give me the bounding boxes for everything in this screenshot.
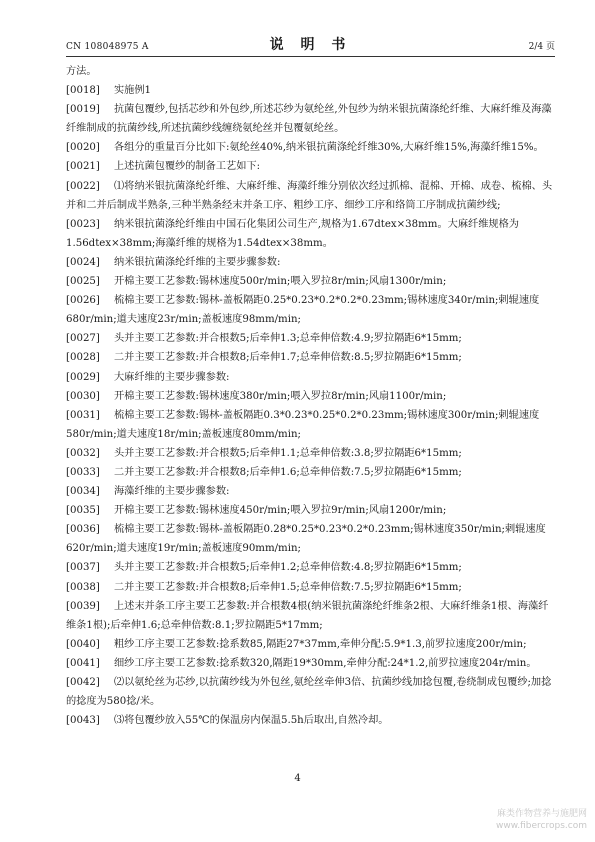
paragraph-text: 纳米银抗菌涤纶纤维由中国石化集团公司生产,规格为1.67dtex×38mm。大麻纤维规格为1.56dtex×38mm;海藻纤维的规格为1.54dtex×38mm。	[66, 218, 519, 249]
paragraph-text: 梳棉主要工艺参数:锡林-盖板隔距0.25*0.23*0.2*0.2*0.23mm;锡林速度340r/min;剌辊速度680r/min;道夫速度23r/min;盖板速度98mm/min;	[66, 295, 540, 326]
paragraph-number: [0023]	[66, 218, 100, 230]
paragraph	[66, 253, 555, 272]
paragraph-number: [0025]	[66, 276, 100, 288]
paragraph-number: [0035]	[66, 505, 100, 517]
paragraph-text: 实施例1	[114, 85, 152, 97]
watermark-site-name: 麻类作物营养与施肥网	[496, 809, 587, 819]
paragraph-text: 二并主要工艺参数:并合根数8;后牵伸1.6;总牵伸倍数:7.5;罗拉隔距6*15mm;	[114, 466, 462, 478]
paragraph	[66, 520, 555, 558]
paragraph-text: 上述抗菌包覆纱的制备工艺如下:	[114, 161, 261, 173]
paragraph	[66, 654, 555, 673]
paragraph-text: 开棉主要工艺参数:锡林速度500r/min;喂入罗拉8r/min;风扇1300r/min;	[114, 276, 447, 288]
paragraph	[66, 272, 555, 291]
paragraph-text: 梳棉主要工艺参数:锡林-盖板隔距0.3*0.23*0.25*0.2*0.23mm;锡林速度300r/min;剌辊速度580r/min;道夫速度18r/min;盖板速度80mm/min;	[66, 409, 540, 440]
page-header	[66, 36, 555, 57]
paragraph-text: ⑵以氨纶丝为芯纱,以抗菌纱线为外包丝,氨纶丝牵伸3倍、抗菌纱线加捻包覆,卷绕制成包覆纱;加捻的捻度为580捻/米。	[66, 677, 552, 708]
paragraph-number: [0040]	[66, 638, 100, 650]
paragraph	[66, 329, 555, 348]
paragraph-text: 纳米银抗菌涤纶纤维的主要步骤参数:	[114, 256, 281, 268]
paragraph	[66, 673, 555, 711]
paragraph-number: [0038]	[66, 581, 100, 593]
paragraph-list	[66, 81, 555, 730]
paragraph-text: 细纱工序主要工艺参数:捻系数320,隔距19*30mm,牵伸分配:24*1.2,前罗拉速度204r/min。	[114, 657, 537, 669]
paragraph-number: [0043]	[66, 715, 100, 727]
paragraph	[66, 157, 555, 176]
paragraph-number: [0036]	[66, 524, 100, 536]
paragraph-number: [0042]	[66, 677, 100, 688]
paragraph	[66, 81, 555, 100]
paragraph-number: [0031]	[66, 409, 100, 421]
paragraph	[66, 368, 555, 387]
paragraph	[66, 501, 555, 520]
paragraph-number: [0037]	[66, 562, 100, 574]
paragraph-text: 大麻纤维的主要步骤参数:	[114, 371, 230, 383]
page-number: 4	[294, 773, 301, 784]
paragraph-text: 抗菌包覆纱,包括芯纱和外包纱,所述芯纱为氨纶丝,外包纱为纳米银抗菌涤纶纤维、大麻纤维及海藻纤维制成的抗菌纱线,所述抗菌纱线缠绕氨纶丝并包覆氨纶丝。	[66, 104, 552, 135]
paragraph	[66, 635, 555, 654]
paragraph-number: [0018]	[66, 85, 100, 97]
paragraph-text: 头并主要工艺参数:并合根数5;后牵伸1.3;总牵伸倍数:4.9;罗拉隔距6*15mm;	[114, 333, 462, 345]
paragraph-number: [0028]	[66, 352, 100, 364]
paragraph-text: 海藻纤维的主要步骤参数:	[114, 486, 230, 498]
paragraph-number: [0030]	[66, 390, 100, 402]
paragraph-text: 粗纱工序主要工艺参数:捻系数85,隔距27*37mm,牵伸分配:5.9*1.3,前罗拉速度200r/min;	[114, 638, 527, 650]
paragraph-text: 二并主要工艺参数:并合根数8;后牵伸1.7;总牵伸倍数:8.5;罗拉隔距6*15mm;	[114, 352, 462, 364]
paragraph-number: [0024]	[66, 256, 100, 268]
paragraph-number: [0032]	[66, 447, 100, 459]
paragraph	[66, 291, 555, 329]
paragraph-number: [0029]	[66, 371, 100, 383]
paragraph-number: [0020]	[66, 142, 100, 154]
paragraph-number: [0033]	[66, 466, 100, 478]
lead-text: 方法。	[66, 66, 97, 77]
paragraph-number: [0019]	[66, 104, 100, 116]
paragraph-number: [0039]	[66, 600, 100, 612]
paragraph-number: [0041]	[66, 657, 100, 669]
paragraph-text: ⑶将包覆纱放入55℃的保温房内保温5.5h后取出,自然冷却。	[114, 715, 389, 727]
paragraph	[66, 578, 555, 597]
paragraph-number: [0034]	[66, 486, 100, 498]
paragraph	[66, 558, 555, 577]
paragraph-text: 二并主要工艺参数:并合根数8;后牵伸1.5;总牵伸倍数:7.5;罗拉隔距6*15mm;	[114, 581, 462, 593]
paragraph	[66, 406, 555, 444]
paragraph	[66, 711, 555, 730]
paragraph	[66, 348, 555, 367]
paragraph-text: 上述末并条工序主要工艺参数:并合根数4根(纳米银抗菌涤纶纤维条2根、大麻纤维条1根、海藻纤维条1根);后牵伸1.6;总牵伸倍数:8.1;罗拉隔距5*17mm;	[66, 600, 549, 631]
paragraph	[66, 177, 555, 215]
paragraph	[66, 482, 555, 501]
paragraph	[66, 138, 555, 157]
watermark	[496, 808, 587, 832]
paragraph-text: 头并主要工艺参数:并合根数5;后牵伸1.1;总牵伸倍数:3.8;罗拉隔距6*15mm;	[114, 447, 462, 459]
paragraph-text: 各组分的重量百分比如下:氨纶丝40%,纳米银抗菌涤纶纤维30%,大麻纤维15%,海藻纤维15%。	[114, 142, 544, 154]
paragraph-number: [0022]	[66, 180, 100, 192]
paragraph	[66, 463, 555, 482]
paragraph-text: 梳棉主要工艺参数:锡林-盖板隔距0.28*0.25*0.23*0.2*0.23mm;锡林速度350r/min;剌辊速度620r/min;道夫速度19r/min;盖板速度90mm/min;	[66, 524, 546, 555]
patent-number: CN 108048975 A	[66, 42, 149, 52]
paragraph-text: ⑴将纳米银抗菌涤纶纤维、大麻纤维、海藻纤维分别依次经过抓棉、混棉、开棉、成卷、梳棉、头并和二并后制成半熟条,三种半熟条经末并条工序、粗纱工序、细纱工序和络筒工序制成抗菌纱线;	[66, 180, 553, 211]
paragraph	[66, 444, 555, 463]
paragraph-text: 开棉主要工艺参数:锡林速度450r/min;喂入罗拉9r/min;风扇1200r/min;	[114, 505, 447, 517]
paragraph-number: [0027]	[66, 333, 100, 345]
paragraph	[66, 597, 555, 635]
paragraph-number: [0021]	[66, 161, 100, 173]
paragraph	[66, 387, 555, 406]
paragraph-text: 开棉主要工艺参数:锡林速度380r/min;喂入罗拉8r/min;风扇1100r/min;	[114, 390, 447, 402]
watermark-url: www.fibercrops.com	[496, 821, 587, 831]
page-indicator: 2/4 页	[528, 42, 555, 52]
paragraph-number: [0026]	[66, 295, 100, 307]
document-title: 说 明 书	[269, 37, 352, 53]
paragraph	[66, 100, 555, 138]
description-body	[66, 62, 555, 730]
paragraph	[66, 215, 555, 253]
paragraph-text: 头并主要工艺参数:并合根数5;后牵伸1.2;总牵伸倍数:4.8;罗拉隔距6*15mm;	[114, 562, 462, 574]
